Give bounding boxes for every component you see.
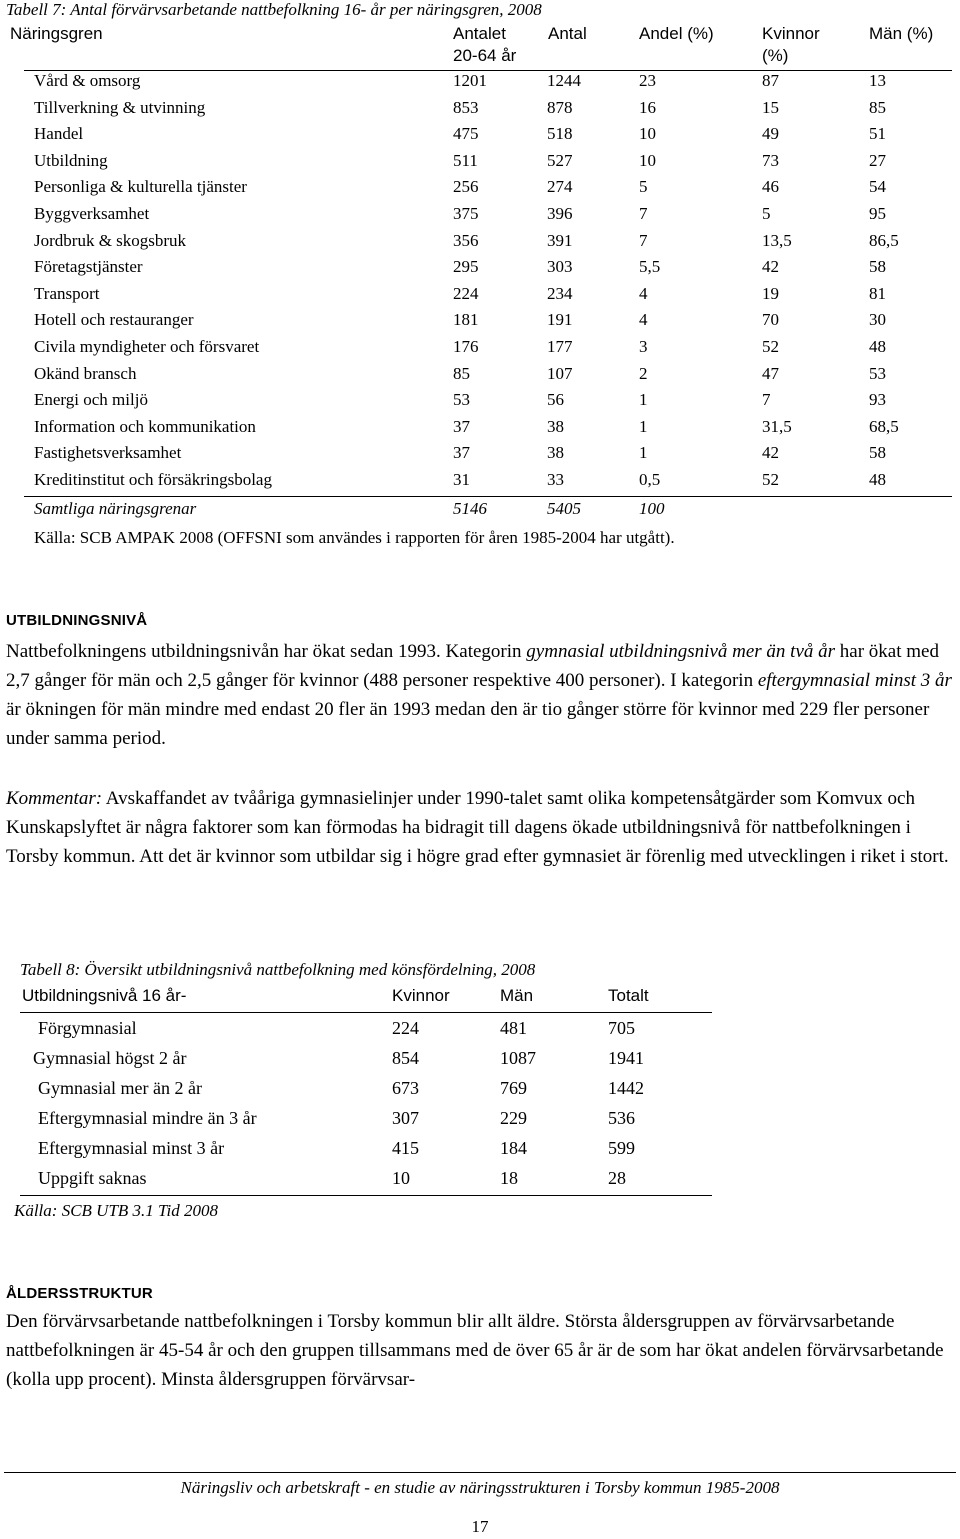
table-7-cell-antalet: 475 — [453, 124, 479, 144]
table-7-cell-kvinnor: 15 — [762, 97, 779, 117]
table-8-cell-totalt: 705 — [608, 1018, 635, 1038]
paragraph-utbildning-part-b: har ökat med 2,7 gånger för män och 2,5 gånger för kvinnor (488 personer respektive 400 personer). I kategorin — [6, 641, 939, 691]
table-8-source: Källa: SCB UTB 3.1 Tid 2008 — [14, 1201, 219, 1220]
table-7-cell-kvinnor: 19 — [762, 283, 779, 303]
table-8-cell-man: 769 — [500, 1078, 527, 1098]
table-7-cell-man: 81 — [869, 283, 886, 303]
table-8-cell-kvinnor: 415 — [392, 1138, 419, 1158]
table-7-cell-antal: 303 — [547, 257, 573, 277]
table-7-caption: Tabell 7: Antal förvärvsarbetande nattbefolkning 16- år per näringsgren, 2008 — [6, 0, 542, 19]
total-row-andel: 100 — [639, 499, 665, 518]
total-row-antal: 5405 — [547, 499, 581, 518]
table-7-cell-antal: 527 — [547, 150, 573, 170]
table-7-cell-naringsgren: Civila myndigheter och försvaret — [34, 337, 260, 356]
table-8-cell-niva: Gymnasial mer än 2 år — [38, 1078, 202, 1098]
table-7-cell-man: 85 — [869, 97, 886, 117]
table-8-cell-niva: Uppgift saknas — [38, 1168, 147, 1188]
table-7-cell-kvinnor: 87 — [762, 71, 779, 90]
paragraph-utbildning-italic-2: eftergymnasial minst 3 år — [757, 670, 952, 691]
table-8-cell-man: 481 — [500, 1018, 527, 1038]
table-7-cell-antalet: 85 — [453, 363, 470, 383]
header-naringsgren: Näringsgren — [10, 24, 103, 43]
table-7-cell-man: 48 — [869, 470, 886, 489]
total-row-label: Samtliga näringsgrenar — [34, 499, 197, 518]
table-7 — [0, 0, 960, 547]
table-7-cell-man: 58 — [869, 257, 886, 277]
table-8-cell-kvinnor: 10 — [392, 1168, 410, 1188]
table-7-cell-kvinnor: 46 — [762, 177, 779, 197]
table-7-cell-kvinnor: 49 — [762, 124, 779, 144]
table-7-cell-antal: 234 — [547, 283, 573, 303]
table-7-cell-antalet: 31 — [453, 470, 470, 489]
header-andel: Andel (%) — [639, 24, 714, 43]
paragraph-alder: Den förvärvsarbetande nattbefolkningen i Torsby kommun blir allt äldre. Största åldersgruppen av förvärvsarbetande nattbefolkningen är 45-54 år och den gruppen tillsammans med de över 65 år är de som har ökat andelen förvärvsarbetande (kolla upp procent). Minsta åldersgruppen förvärvsar- — [6, 1311, 944, 1390]
table-7-cell-kvinnor: 73 — [762, 150, 779, 170]
table-8-cell-kvinnor: 854 — [392, 1048, 419, 1068]
paragraph-utbildning-italic-1: gymnasial utbildningsnivå mer än två år — [526, 641, 836, 662]
table-7-cell-andel: 23 — [639, 71, 656, 90]
table-7-cell-andel: 5 — [639, 177, 648, 197]
table-7-cell-antalet: 181 — [453, 310, 479, 330]
total-row-antalet: 5146 — [453, 499, 487, 518]
table-8-cell-kvinnor: 673 — [392, 1078, 419, 1098]
paragraph-utbildning-part-c: är ökningen för män mindre med endast 20 fler än 1993 medan den är tio gånger större för kvinnor med 229 fler personer under samma period. — [6, 699, 930, 749]
table-7-cell-antalet: 224 — [453, 283, 479, 303]
table-7-cell-andel: 7 — [639, 204, 648, 223]
table-7-cell-andel: 0,5 — [639, 470, 661, 489]
table-7-cell-man: 58 — [869, 443, 886, 463]
table-7-cell-antalet: 53 — [453, 390, 470, 410]
table-7-cell-man: 86,5 — [869, 230, 899, 250]
table-7-cell-antalet: 356 — [453, 230, 479, 250]
table-7-cell-naringsgren: Vård & omsorg — [34, 71, 141, 90]
table-7-cell-antal: 107 — [547, 363, 573, 383]
table-7-cell-kvinnor: 47 — [762, 363, 779, 383]
table-7-cell-naringsgren: Hotell och restauranger — [34, 310, 194, 330]
paragraph-kommentar-text: Avskaffandet av tvååriga gymnasielinjer under 1990-talet samt olika kompetensåtgärder som Komvux och Kunskapslyftet är några faktorer som kan förmodas ha bidragit till dagens ökade utbildningsnivå för nattbefolkningen i Torsby kommun. Att det är kvinnor som utbildar sig i högre grad efter gymnasiet är förenlig med utvecklingen i riket i stort. — [6, 788, 949, 867]
table-7-cell-andel: 5,5 — [639, 257, 661, 277]
table-7-cell-man: 95 — [869, 204, 886, 223]
table-7-cell-naringsgren: Jordbruk & skogsbruk — [34, 230, 187, 250]
table-8-cell-totalt: 28 — [608, 1168, 626, 1188]
table-7-cell-naringsgren: Kreditinstitut och försäkringsbolag — [34, 470, 272, 489]
t8-header-totalt: Totalt — [608, 986, 649, 1005]
table-7-cell-man: 13 — [869, 71, 886, 90]
table-7-cell-andel: 1 — [639, 390, 648, 410]
t8-header-niva: Utbildningsnivå 16 år- — [22, 986, 187, 1005]
header-kvinnor-pct: (%) — [762, 46, 789, 65]
table-7-cell-kvinnor: 42 — [762, 443, 779, 463]
table-7-cell-antal: 191 — [547, 310, 573, 330]
table-7-cell-man: 27 — [869, 150, 886, 170]
table-7-cell-naringsgren: Transport — [34, 283, 100, 303]
table-7-cell-antalet: 176 — [453, 337, 479, 356]
table-7-cell-kvinnor: 13,5 — [762, 230, 792, 250]
table-7-cell-antal: 518 — [547, 124, 573, 144]
table-7-cell-naringsgren: Utbildning — [34, 150, 108, 170]
table-7-cell-antal: 391 — [547, 230, 573, 250]
table-7-cell-naringsgren: Handel — [34, 124, 84, 144]
paragraph-utbildning-part-a: Nattbefolkningens utbildningsnivån har ökat sedan 1993. Kategorin — [6, 641, 527, 662]
table-7-cell-naringsgren: Företagstjänster — [34, 257, 143, 277]
header-antalet: Antalet — [453, 24, 506, 43]
table-8-cell-totalt: 536 — [608, 1108, 635, 1128]
header-man: Män (%) — [869, 24, 934, 43]
table-8-cell-man: 1087 — [500, 1048, 536, 1068]
section-heading-aldersstruktur: ÅLDERSSTRUKTUR — [6, 1285, 153, 1302]
table-7-cell-andel: 16 — [639, 97, 656, 117]
table-7-cell-antal: 177 — [547, 337, 573, 356]
table-7-cell-man: 48 — [869, 337, 886, 356]
table-7-cell-naringsgren: Energi och miljö — [34, 390, 148, 410]
paragraph-kommentar-label: Kommentar: — [6, 788, 103, 809]
table-8-caption: Tabell 8: Översikt utbildningsnivå nattbefolkning med könsfördelning, 2008 — [20, 960, 536, 979]
table-7-cell-antal: 274 — [547, 177, 573, 197]
table-7-cell-antalet: 295 — [453, 257, 479, 277]
table-7-cell-antal: 56 — [547, 390, 564, 410]
table-7-cell-antal: 396 — [547, 204, 573, 223]
table-7-cell-naringsgren: Byggverksamhet — [34, 204, 150, 223]
table-7-cell-kvinnor: 52 — [762, 470, 779, 489]
table-7-cell-antal: 33 — [547, 470, 564, 489]
table-7-cell-naringsgren: Personliga & kulturella tjänster — [34, 177, 247, 197]
table-8-cell-kvinnor: 307 — [392, 1108, 419, 1128]
table-8-cell-niva: Förgymnasial — [38, 1018, 137, 1038]
table-7-cell-kvinnor: 31,5 — [762, 416, 792, 436]
table-8-cell-man: 18 — [500, 1168, 518, 1188]
table-8-cell-totalt: 1941 — [608, 1048, 644, 1068]
table-7-cell-antalet: 1201 — [453, 71, 487, 90]
table-8-cell-niva: Gymnasial högst 2 år — [33, 1048, 187, 1068]
t8-header-man: Män — [500, 986, 534, 1005]
table-8-header-rule — [20, 1012, 712, 1013]
section-heading-utbildningsniva: UTBILDNINGSNIVÅ — [6, 612, 148, 629]
table-7-cell-andel: 4 — [639, 310, 648, 330]
table-7-cell-andel: 1 — [639, 416, 648, 436]
table-7-cell-antal: 1244 — [547, 71, 581, 90]
table-8-cell-totalt: 599 — [608, 1138, 635, 1158]
paragraph-utbildning — [6, 637, 952, 753]
table-8-cell-man: 184 — [500, 1138, 527, 1158]
table-7-cell-kvinnor: 5 — [762, 204, 771, 223]
table-8-bottom-rule — [20, 1195, 712, 1196]
table-7-cell-kvinnor: 52 — [762, 337, 779, 356]
table-7-cell-andel: 10 — [639, 124, 656, 144]
table-7-cell-naringsgren: Okänd bransch — [34, 363, 137, 383]
table-7-cell-antalet: 853 — [453, 97, 479, 117]
table-7-cell-kvinnor: 7 — [762, 390, 771, 410]
table-7-cell-antalet: 511 — [453, 150, 478, 170]
table-7-cell-naringsgren: Fastighetsverksamhet — [34, 443, 182, 463]
table-7-cell-naringsgren: Tillverkning & utvinning — [34, 97, 206, 117]
table-7-bottom-rule — [24, 496, 952, 497]
table-7-cell-antalet: 37 — [453, 416, 470, 436]
footer-rule — [4, 1472, 956, 1473]
table-7-cell-andel: 1 — [639, 443, 648, 463]
header-antalet-age: 20-64 år — [453, 46, 517, 65]
header-antal: Antal — [548, 24, 587, 43]
table-7-cell-antal: 38 — [547, 443, 564, 463]
table-8-cell-man: 229 — [500, 1108, 527, 1128]
table-8-cell-kvinnor: 224 — [392, 1018, 419, 1038]
table-7-cell-man: 68,5 — [869, 416, 899, 436]
table-7-cell-antalet: 256 — [453, 177, 479, 197]
page-number: 17 — [471, 1517, 489, 1536]
table-8-cell-totalt: 1442 — [608, 1078, 644, 1098]
table-7-cell-andel: 3 — [639, 337, 648, 356]
t8-header-kvinnor: Kvinnor — [392, 986, 450, 1005]
table-7-cell-antalet: 37 — [453, 443, 470, 463]
table-7-cell-andel: 10 — [639, 150, 656, 170]
table-7-cell-antal: 878 — [547, 97, 573, 117]
table-7-cell-naringsgren: Information och kommunikation — [34, 416, 256, 436]
table-7-cell-man: 53 — [869, 363, 886, 383]
table-7-header-rule — [24, 70, 952, 71]
table-8-cell-niva: Eftergymnasial mindre än 3 år — [38, 1108, 257, 1128]
table-7-source: Källa: SCB AMPAK 2008 (OFFSNI som användes i rapporten för åren 1985-2004 har utgått). — [34, 528, 675, 547]
table-7-cell-man: 54 — [869, 177, 886, 197]
table-7-cell-andel: 2 — [639, 363, 648, 383]
paragraph-kommentar — [6, 784, 952, 871]
table-7-cell-man: 51 — [869, 124, 886, 144]
table-8-cell-niva: Eftergymnasial minst 3 år — [38, 1138, 225, 1158]
table-7-cell-kvinnor: 42 — [762, 257, 779, 277]
table-7-cell-man: 93 — [869, 390, 886, 410]
table-7-cell-andel: 7 — [639, 230, 648, 250]
header-kvinnor: Kvinnor — [762, 24, 820, 43]
table-7-cell-andel: 4 — [639, 283, 648, 303]
table-7-cell-antal: 38 — [547, 416, 564, 436]
footer-running-title: Näringsliv och arbetskraft - en studie av näringsstrukturen i Torsby kommun 1985-2008 — [180, 1478, 780, 1497]
table-7-cell-man: 30 — [869, 310, 886, 330]
table-7-cell-kvinnor: 70 — [762, 310, 779, 330]
table-7-cell-antalet: 375 — [453, 204, 479, 223]
